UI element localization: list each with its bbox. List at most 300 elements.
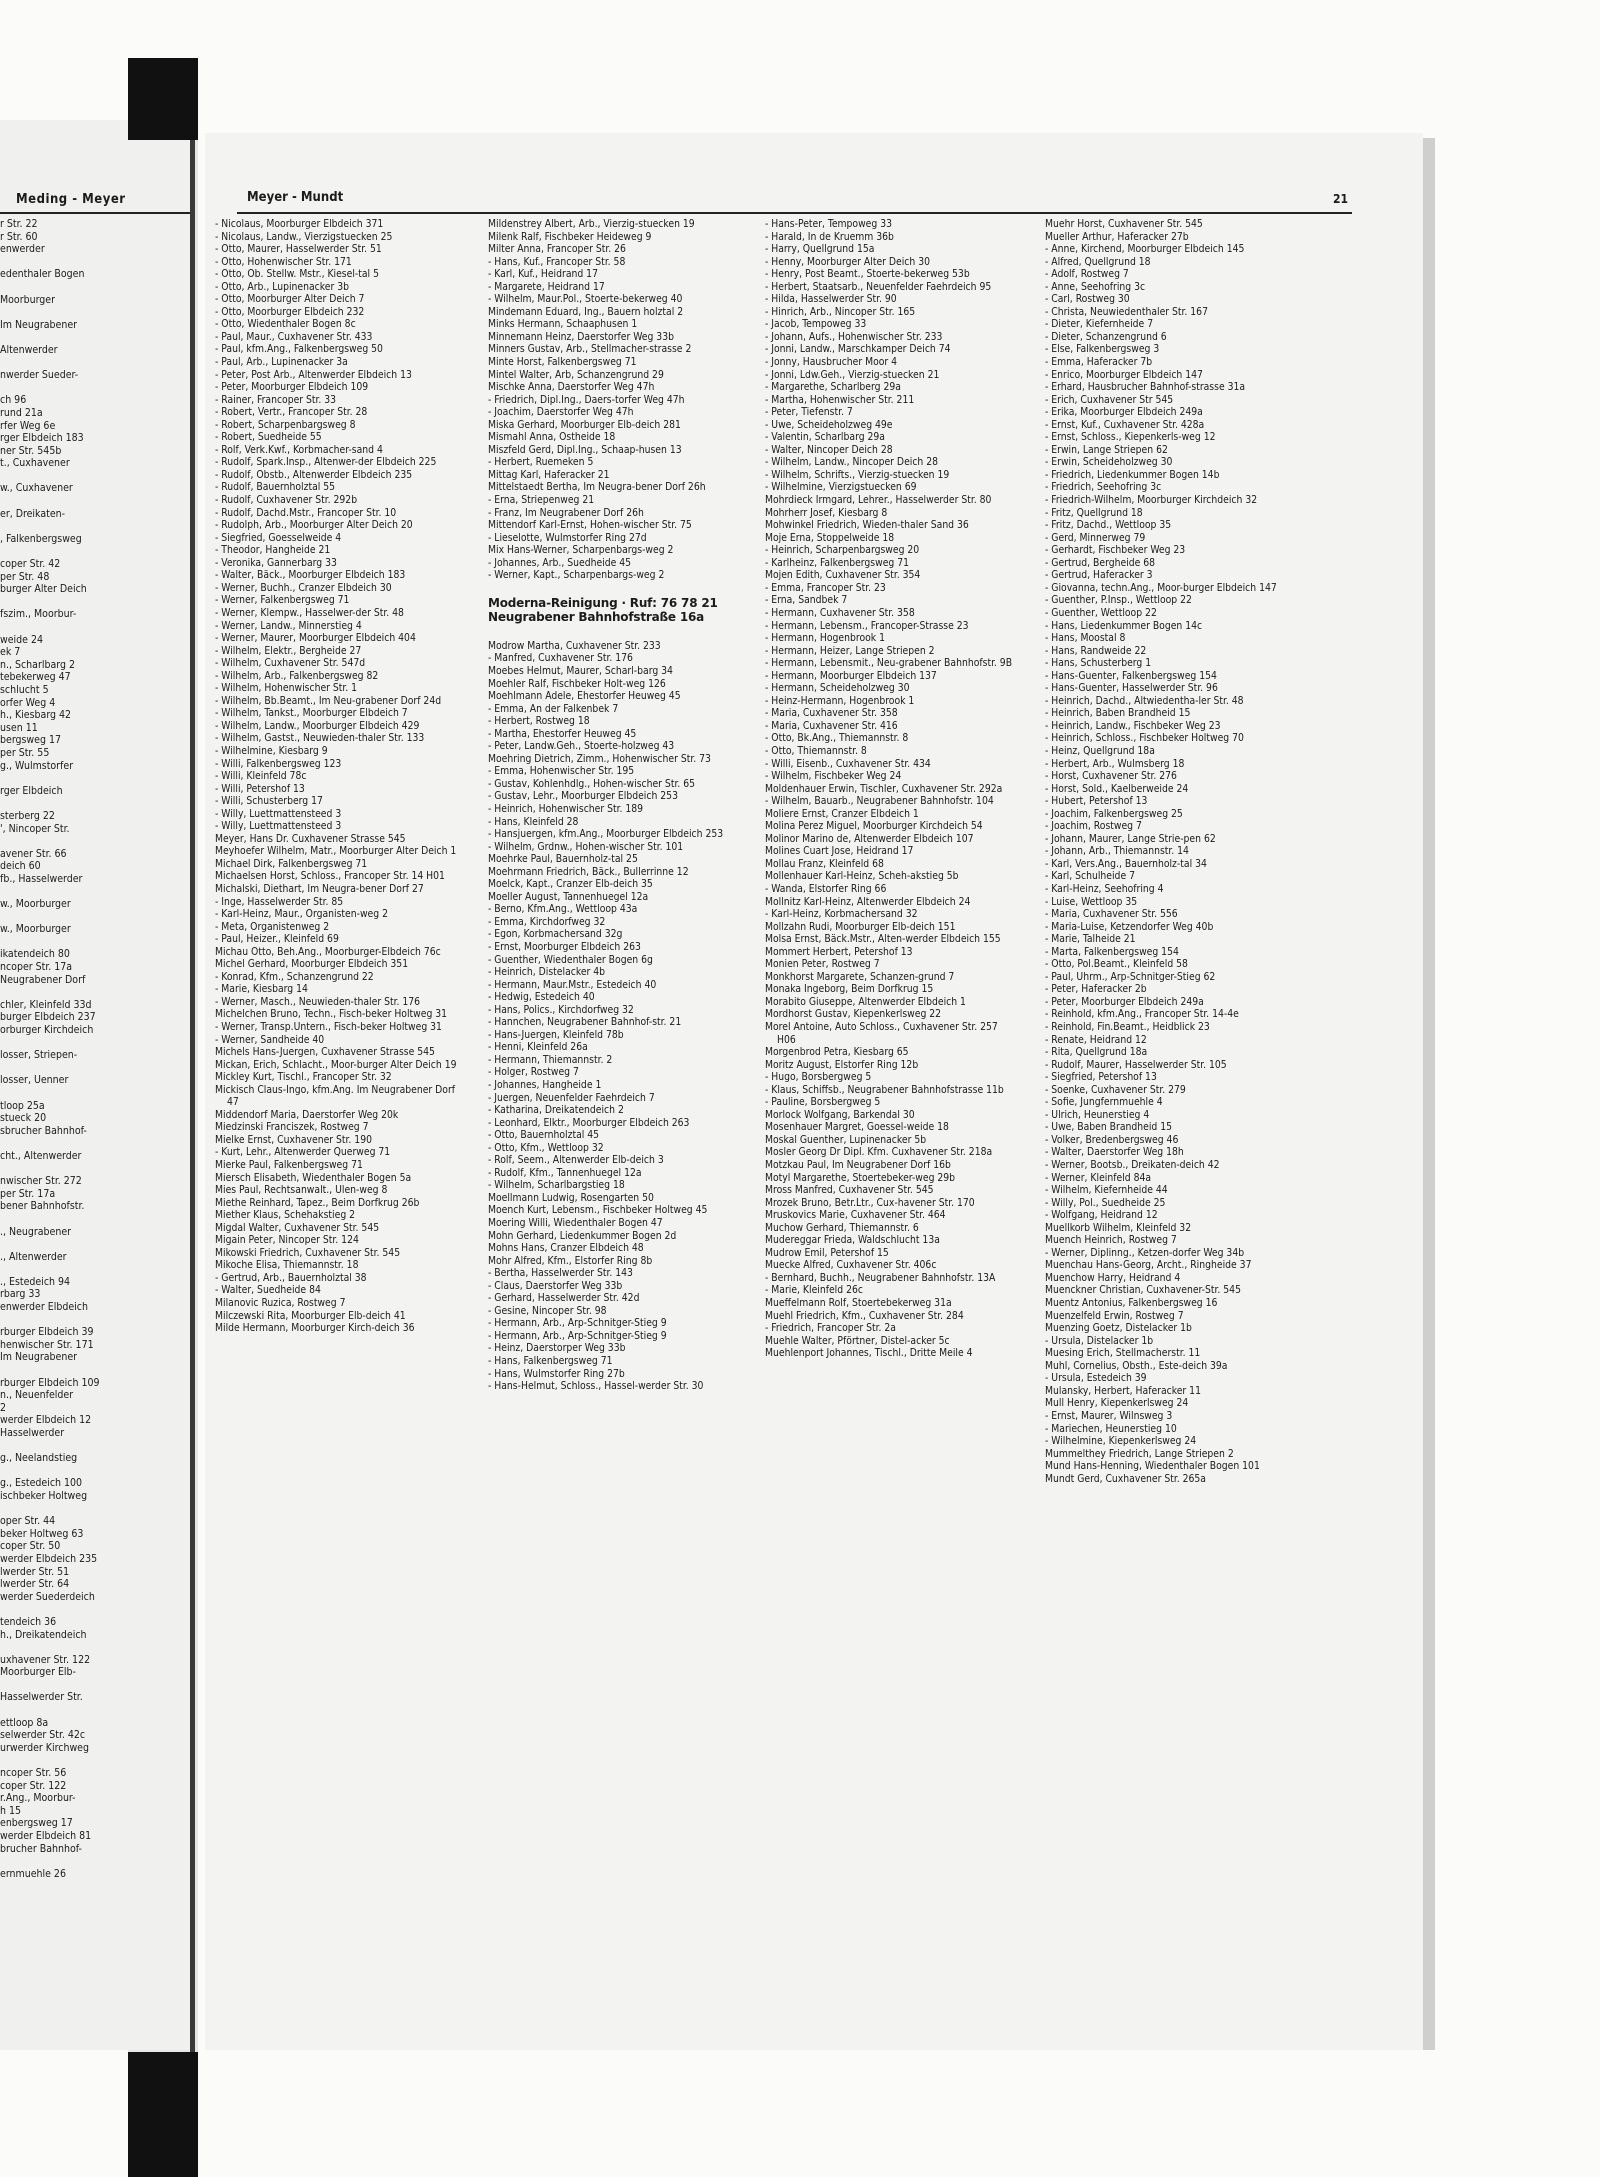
directory-entry: Middendorf Maria, Daerstorfer Weg 20k [215, 1108, 399, 1121]
directory-entry: - Werner, Masch., Neuwieden-thaler Str. 176 [215, 995, 421, 1008]
directory-entry: Moje Erna, Stoppelweide 18 [765, 531, 895, 544]
directory-entry: - Konrad, Kfm., Schanzengrund 22 [215, 970, 374, 983]
directory-entry: - Heinrich, Hohenwischer Str. 189 [488, 802, 644, 815]
directory-entry: - Hans, Kleinfeld 28 [488, 815, 579, 828]
directory-entry: Mikowski Friedrich, Cuxhavener Str. 545 [215, 1246, 401, 1259]
directory-column-2 [488, 218, 736, 1393]
directory-entry: Mund Hans-Henning, Wiedenthaler Bogen 101 [1045, 1460, 1260, 1473]
left-page-line: schlucht 5 [0, 683, 49, 696]
directory-entry: - Veronika, Gannerbarg 33 [215, 556, 337, 569]
directory-entry: Moering Willi, Wiedenthaler Bogen 47 [488, 1217, 663, 1230]
directory-entry: - Hans-Helmut, Schloss., Hassel-werder Str. 30 [488, 1380, 704, 1393]
directory-entry: Minnemann Heinz, Daerstorfer Weg 33b [488, 330, 674, 343]
left-page-line [0, 306, 186, 319]
directory-entry: Mismahl Anna, Ostheide 18 [488, 431, 616, 444]
directory-entry: - Rudolf, Spark.Insp., Altenwer-der Elbdeich 225 [215, 456, 437, 469]
directory-entry: Michau Otto, Beh.Ang., Moorburger-Elbdeich 76c [215, 945, 441, 958]
directory-entry: - Otto, Wiedenthaler Bogen 8c [215, 318, 356, 331]
directory-entry: Moehrke Paul, Bauernholz-tal 25 [488, 853, 638, 866]
left-page-line [0, 936, 186, 949]
left-page-line: r Str. 22 [0, 218, 38, 230]
directory-column-4 [1045, 218, 1309, 1485]
left-page-line: ettloop 8a [0, 1716, 49, 1729]
directory-entry: - Nicolaus, Landw., Vierzigstuecken 25 [215, 230, 393, 243]
directory-entry: Muesing Erich, Stellmacherstr. 11 [1045, 1347, 1201, 1360]
directory-entry: - Wilhelm, Cuxhavener Str. 547d [215, 657, 366, 670]
directory-entry: - Hermann, Hogenbrook 1 [765, 632, 885, 645]
directory-entry: - Willi, Schusterberg 17 [215, 795, 323, 808]
directory-entry: - Fritz, Quellgrund 18 [1045, 506, 1143, 519]
directory-entry: - Werner, Diplinng., Ketzen-dorfer Weg 34b [1045, 1246, 1245, 1259]
left-page-line: 2 [0, 1401, 7, 1414]
left-page-line: per Str. 48 [0, 570, 50, 583]
directory-entry: Muellkorb Wilhelm, Kleinfeld 32 [1045, 1221, 1192, 1234]
left-page-line: enwerder Elbdeich [0, 1301, 88, 1314]
directory-entry: - Otto, Moorburger Elbdeich 232 [215, 305, 365, 318]
directory-entry: - Robert, Suedheide 55 [215, 431, 322, 444]
directory-entry: Mohr Alfred, Kfm., Elstorfer Ring 8b [488, 1254, 653, 1267]
directory-entry: Milter Anna, Francoper Str. 26 [488, 243, 626, 256]
directory-entry: - Friedrich, Dipl.Ing., Daers-torfer Weg 47h [488, 393, 685, 406]
directory-entry: - Erhard, Hausbrucher Bahnhof-strasse 31a [1045, 381, 1246, 394]
left-page-line [0, 621, 186, 634]
directory-entry: - Willy, Luettmattensteed 3 [215, 807, 342, 820]
left-page-line [0, 1364, 186, 1377]
left-page-line: Moorburger Elb- [0, 1666, 76, 1679]
directory-entry: Monaka Ingeborg, Beim Dorfkrug 15 [765, 983, 934, 996]
directory-entry: Muehr Horst, Cuxhavener Str. 545 [1045, 218, 1203, 230]
directory-entry: - Egon, Korbmachersand 32g [488, 928, 623, 941]
directory-entry: - Otto, Moorburger Alter Deich 7 [215, 293, 365, 306]
left-page-line: rbarg 33 [0, 1288, 41, 1301]
directory-entry: - Emma, An der Falkenbek 7 [488, 702, 619, 715]
directory-entry: - Sofie, Jungfernmuehle 4 [1045, 1096, 1163, 1109]
directory-entry: - Hermann, Cuxhavener Str. 358 [765, 606, 915, 619]
directory-entry: - Gesine, Nincoper Str. 98 [488, 1304, 607, 1317]
directory-entry: - Hermann, Arb., Arp-Schnitger-Stieg 9 [488, 1317, 667, 1330]
directory-entry: Molinor Marino de, Altenwerder Elbdeich 107 [765, 832, 974, 845]
left-page-line: Altenwerder [0, 343, 58, 356]
directory-entry: Mickan, Erich, Schlacht., Moor-burger Alter Deich 19 [215, 1058, 457, 1071]
ad-headline: Moderna-Reinigung · Ruf: 76 78 21 [488, 595, 718, 610]
directory-entry: - Friedrich-Wilhelm, Moorburger Kirchdeich 32 [1045, 494, 1258, 507]
directory-column-3 [765, 218, 1013, 1360]
directory-entry: - Jonni, Ldw.Geh., Vierzig-stuecken 21 [765, 368, 940, 381]
directory-entry: - Willi, Kleinfeld 78c [215, 770, 307, 783]
directory-entry: - Heinrich, Schloss., Fischbeker Holtweg 70 [1045, 732, 1244, 745]
directory-entry: Milenk Ralf, Fischbeker Heideweg 9 [488, 230, 652, 243]
directory-entry: Moebes Helmut, Maurer, Scharl-barg 34 [488, 664, 673, 677]
directory-entry: - Wilhelm, Tankst., Moorburger Elbdeich 7 [215, 707, 408, 720]
directory-entry: - Johann, Arb., Thiemannstr. 14 [1045, 845, 1189, 858]
directory-entry: - Margarethe, Scharlberg 29a [765, 381, 901, 394]
directory-entry: - Anne, Seehofring 3c [1045, 280, 1146, 293]
directory-entry: - Fritz, Dachd., Wettloop 35 [1045, 519, 1172, 532]
directory-entry: - Marie, Talheide 21 [1045, 933, 1136, 946]
directory-entry: Mollnitz Karl-Heinz, Altenwerder Elbdeich 24 [765, 895, 971, 908]
directory-entry: Morabito Giuseppe, Altenwerder Elbdeich 1 [765, 995, 966, 1008]
left-page-line: uxhavener Str. 122 [0, 1653, 91, 1666]
left-page-line: rburger Elbdeich 109 [0, 1376, 100, 1389]
directory-entry: - Werner, Landw., Minnerstieg 4 [215, 619, 362, 632]
directory-entry: - Margarete, Heidrand 17 [488, 280, 605, 293]
directory-entry: - Johannes, Arb., Suedheide 45 [488, 556, 632, 569]
directory-entry: - Peter, Haferacker 2b [1045, 983, 1147, 996]
directory-entry: - Otto, Kfm., Wettloop 32 [488, 1141, 604, 1154]
directory-entry: - Ursula, Estedeich 39 [1045, 1372, 1147, 1385]
directory-entry: - Anne, Kirchend, Moorburger Elbdeich 145 [1045, 243, 1245, 256]
left-page-line: ch 96 [0, 394, 27, 407]
directory-entry: - Karl-Heinz, Maur., Organisten-weg 2 [215, 908, 388, 921]
directory-entry: - Karl, Schulheide 7 [1045, 870, 1135, 883]
directory-entry: Mischke Anna, Daerstorfer Weg 47h [488, 381, 655, 394]
directory-entry: Milanovic Ruzica, Rostweg 7 [215, 1297, 346, 1310]
directory-entry: - Hans, Wulmstorfer Ring 27b [488, 1367, 625, 1380]
directory-entry: - Otto, Hohenwischer Str. 171 [215, 255, 352, 268]
directory-entry: - Maria, Cuxhavener Str. 358 [765, 707, 898, 720]
left-page-line: ., Neugrabener [0, 1225, 72, 1238]
directory-entry: - Hans-Guenter, Hasselwerder Str. 96 [1045, 682, 1218, 695]
left-page-line: tebekerweg 47 [0, 671, 71, 684]
binding-gutter [190, 120, 195, 2060]
directory-entry: - Wilhelm, Kiefernheide 44 [1045, 1184, 1168, 1197]
directory-entry: - Peter, Tiefenstr. 7 [765, 406, 853, 419]
directory-entry: - Robert, Scharpenbargsweg 8 [215, 418, 356, 431]
left-page-line: rund 21a [0, 406, 43, 419]
directory-entry: - Herbert, Arb., Wulmsberg 18 [1045, 757, 1185, 770]
left-page-line: , Falkenbergsweg [0, 532, 82, 545]
left-page-line: lwerder Str. 51 [0, 1565, 70, 1578]
directory-entry: - Emma, Francoper Str. 23 [765, 581, 886, 594]
directory-entry: - Werner, Buchh., Cranzer Elbdeich 30 [215, 581, 392, 594]
left-page-line: urwerder Kirchweg [0, 1741, 89, 1754]
directory-entry: - Henni, Kleinfeld 26a [488, 1041, 588, 1054]
directory-entry: - Volker, Bredenbergsweg 46 [1045, 1133, 1179, 1146]
directory-entry: - Peter, Post Arb., Altenwerder Elbdeich 13 [215, 368, 412, 381]
directory-entry: - Guenther, Wiedenthaler Bogen 6g [488, 953, 653, 966]
left-page-line [0, 1754, 186, 1767]
directory-entry: Muehl Friedrich, Kfm., Cuxhavener Str. 284 [765, 1309, 964, 1322]
directory-entry: - Hans, Falkenbergsweg 71 [488, 1355, 613, 1368]
directory-entry: - Wilhelm, Gastst., Neuwieden-thaler Str. 133 [215, 732, 425, 745]
directory-entry: Mohrdieck Irmgard, Lehrer., Hasselwerder Str. 80 [765, 494, 992, 507]
directory-entry: - Ursula, Distelacker 1b [1045, 1334, 1154, 1347]
directory-entry: - Hans, Moostal 8 [1045, 632, 1126, 645]
directory-entry: - Werner, Falkenbergsweg 71 [215, 594, 350, 607]
left-page-line: brucher Bahnhof- [0, 1842, 82, 1855]
directory-entry: - Reinhold, kfm.Ang., Francoper Str. 14-4e [1045, 1008, 1239, 1021]
directory-entry: Mosenhauer Margret, Goessel-weide 18 [765, 1121, 949, 1134]
directory-entry: Mintel Walter, Arb, Schanzengrund 29 [488, 368, 664, 381]
directory-entry: - Herbert, Staatsarb., Neuenfelder Faehrdeich 95 [765, 280, 992, 293]
directory-entry: Mulansky, Herbert, Haferacker 11 [1045, 1384, 1201, 1397]
left-page-line: r.Ang., Moorbur- [0, 1792, 76, 1805]
page-number: 21 [1332, 192, 1348, 206]
left-page-line: chler, Kleinfeld 33d [0, 998, 92, 1011]
directory-entry: - Wilhelmine, Vierzigstuecken 69 [765, 481, 917, 494]
directory-entry: - Mariechen, Heunerstieg 10 [1045, 1422, 1177, 1435]
left-page-line: oper Str. 44 [0, 1515, 56, 1528]
directory-entry: Mudrow Emil, Petershof 15 [765, 1246, 889, 1259]
directory-entry: Mickley Kurt, Tischl., Francoper Str. 32 [215, 1071, 392, 1084]
directory-entry: - Manfred, Cuxhavener Str. 176 [488, 652, 633, 665]
directory-entry: - Hugo, Borsbergweg 5 [765, 1071, 872, 1084]
directory-entry: Mindemann Eduard, Ing., Bauern holztal 2 [488, 305, 684, 318]
directory-entry: - Adolf, Rostweg 7 [1045, 268, 1129, 281]
left-page-line: er, Dreikaten- [0, 507, 66, 520]
directory-entry: - Wilhelm, Maur.Pol., Stoerte-bekerweg 40 [488, 293, 683, 306]
directory-entry: Muentz Antonius, Falkenbergsweg 16 [1045, 1297, 1218, 1310]
left-page-line: rburger Elbdeich 39 [0, 1326, 94, 1339]
directory-entry: Moliere Ernst, Cranzer Elbdeich 1 [765, 807, 919, 820]
directory-entry: - Maria, Cuxhavener Str. 556 [1045, 908, 1178, 921]
directory-entry: - Hans, Polics., Kirchdorfweg 32 [488, 1003, 634, 1016]
left-header-title: Meding - Meyer [16, 192, 126, 207]
left-page-line: tloop 25a [0, 1099, 45, 1112]
directory-entry: - Gertrud, Haferacker 3 [1045, 569, 1153, 582]
left-page-line [0, 596, 186, 609]
directory-entry: - Werner, Maurer, Moorburger Elbdeich 404 [215, 632, 416, 645]
directory-entry: - Martha, Hohenwischer Str. 211 [765, 393, 915, 406]
directory-entry: - Bernhard, Buchh., Neugrabener Bahnhofstr. 13A [765, 1271, 996, 1284]
directory-entry: - Wolfgang, Heidrand 12 [1045, 1209, 1158, 1222]
left-page-line: burger Elbdeich 237 [0, 1011, 96, 1024]
directory-entry: - Heinrich, Distelacker 4b [488, 966, 606, 979]
directory-entry: Muecke Alfred, Cuxhavener Str. 406c [765, 1259, 937, 1272]
directory-entry: Moelck, Kapt., Cranzer Elb-deich 35 [488, 878, 653, 891]
left-page-line: werder Suederdeich [0, 1590, 95, 1603]
directory-entry: Mueller Arthur, Haferacker 27b [1045, 230, 1189, 243]
directory-entry: Milczewski Rita, Moorburger Elb-deich 41 [215, 1309, 406, 1322]
directory-entry: - Hinrich, Arb., Nincoper Str. 165 [765, 305, 916, 318]
directory-entry: - Rudolf, Obstb., Altenwerder Elbdeich 235 [215, 468, 413, 481]
directory-entry: - Friedrich, Seehofring 3c [1045, 481, 1162, 494]
directory-entry: - Walter, Bäck., Moorburger Elbdeich 183 [215, 569, 406, 582]
directory-entry: Moellmann Ludwig, Rosengarten 50 [488, 1191, 654, 1204]
left-page-line: ikatendeich 80 [0, 948, 70, 961]
directory-entry: - Klaus, Schiffsb., Neugrabener Bahnhofstrasse 11b [765, 1083, 1004, 1096]
left-page-line: fszim., Moorbur- [0, 608, 77, 621]
left-page-line: g., Estedeich 100 [0, 1477, 83, 1490]
directory-entry: - Rolf, Verk.Kwf., Korbmacher-sand 4 [215, 443, 383, 456]
directory-entry: - Hermann, Arb., Arp-Schnitger-Stieg 9 [488, 1329, 667, 1342]
directory-entry: - Henny, Moorburger Alter Deich 30 [765, 255, 930, 268]
left-page-line [0, 1641, 186, 1654]
directory-entry: - Johann, Aufs., Hohenwischer Str. 233 [765, 330, 943, 343]
directory-entry: - Herbert, Ruemeken 5 [488, 456, 594, 469]
left-page-line: t., Cuxhavener [0, 457, 70, 470]
directory-entry: - Peter, Landw.Geh., Stoerte-holzweg 43 [488, 740, 675, 753]
directory-entry: - Katharina, Dreikatendeich 2 [488, 1104, 624, 1117]
directory-entry: - Marta, Falkenbergsweg 154 [1045, 945, 1179, 958]
directory-entry: Miedzinski Franciszek, Rostweg 7 [215, 1121, 369, 1134]
directory-entry: - Marie, Kleinfeld 26c [765, 1284, 863, 1297]
left-page-line: enwerder [0, 243, 45, 256]
directory-entry: - Luise, Wettloop 35 [1045, 895, 1138, 908]
left-page-line [0, 331, 186, 344]
directory-entry: - Ernst, Maurer, Wilnsweg 3 [1045, 1409, 1173, 1422]
directory-entry: - Wilhelm, Landw., Moorburger Elbdeich 429 [215, 719, 420, 732]
left-page-line [0, 1062, 186, 1075]
directory-entry: Michelchen Bruno, Techn., Fisch-beker Holtweg 31 [215, 1008, 448, 1021]
directory-entry: Michels Hans-Juergen, Cuxhavener Strasse 545 [215, 1046, 435, 1059]
directory-entry: Mojen Edith, Cuxhavener Str. 354 [765, 569, 921, 582]
left-page-line [0, 256, 186, 269]
directory-entry: - Harald, In de Kruemm 36b [765, 230, 894, 243]
directory-entry: - Otto, Maurer, Hasselwerder Str. 51 [215, 243, 382, 256]
directory-entry: - Meta, Organistenweg 2 [215, 920, 330, 933]
directory-entry: - Werner, Bootsb., Dreikaten-deich 42 [1045, 1159, 1220, 1172]
directory-entry: - Wilhelmine, Kiesbarg 9 [215, 744, 328, 757]
directory-entry: - Hans, Randweide 22 [1045, 644, 1147, 657]
directory-entry: - Henry, Post Beamt., Stoerte-bekerweg 53b [765, 268, 970, 281]
left-page-line: nwischer Str. 272 [0, 1175, 82, 1188]
directory-entry: Mickisch Claus-Ingo, kfm.Ang. Im Neugrabener Dorf 47 [215, 1083, 456, 1109]
left-page-text [0, 218, 186, 1880]
directory-entry: - Heinz-Hermann, Hogenbrook 1 [765, 694, 915, 707]
directory-entry: - Dieter, Kiefernheide 7 [1045, 318, 1154, 331]
directory-entry: Mull Henry, Kiepenkerlsweg 24 [1045, 1397, 1189, 1410]
left-page-line [0, 1213, 186, 1226]
left-page-line [0, 281, 186, 294]
directory-entry: - Holger, Rostweg 7 [488, 1066, 579, 1079]
left-page-line [0, 1440, 186, 1453]
directory-entry: Mohn Gerhard, Liedenkummer Bogen 2d [488, 1229, 677, 1242]
directory-entry: Michalski, Diethart, Im Neugra-bener Dorf 27 [215, 882, 424, 895]
left-page-line [0, 1263, 186, 1276]
directory-entry: Muhl, Cornelius, Obsth., Este-deich 39a [1045, 1359, 1228, 1372]
directory-entry: Moehrmann Friedrich, Bäck., Bullerrinne 12 [488, 865, 689, 878]
directory-entry: - Willy, Pol., Suedheide 25 [1045, 1196, 1166, 1209]
directory-entry: - Friedrich, Liedenkummer Bogen 14b [1045, 468, 1220, 481]
left-page-line: ncoper Str. 17a [0, 961, 73, 974]
directory-entry: - Ernst, Schloss., Kiepenkerls-weg 12 [1045, 431, 1216, 444]
directory-entry: - Werner, Sandheide 40 [215, 1033, 325, 1046]
left-page-line: deich 60 [0, 860, 41, 873]
directory-entry: Michaelsen Horst, Schloss., Francoper Str. 14 H01 [215, 870, 445, 883]
left-page-line: cht., Altenwerder [0, 1149, 82, 1162]
directory-entry: Mundt Gerd, Cuxhavener Str. 265a [1045, 1472, 1206, 1485]
directory-entry: - Gertrud, Arb., Bauernholztal 38 [215, 1271, 367, 1284]
directory-entry: Mildenstrey Albert, Arb., Vierzig-stuecken 19 [488, 218, 695, 230]
left-page-line: orfer Weg 4 [0, 696, 56, 709]
directory-entry: Mies Paul, Rechtsanwalt., Ulen-weg 8 [215, 1184, 388, 1197]
left-page-line [0, 1163, 186, 1176]
directory-entry: Mohwinkel Friedrich, Wieden-thaler Sand 36 [765, 519, 969, 532]
left-page-header [0, 190, 190, 214]
directory-entry: - Werner, Kapt., Scharpenbargs-weg 2 [488, 569, 665, 582]
directory-entry: - Heinrich, Scharpenbargsweg 20 [765, 544, 920, 557]
page-title: Meyer - Mundt [247, 190, 344, 205]
directory-entry: Morgenbrod Petra, Kiesbarg 65 [765, 1046, 909, 1059]
binder-clip-top [128, 58, 198, 140]
left-page-line [0, 1314, 186, 1327]
directory-entry: Mierke Paul, Falkenbergsweg 71 [215, 1159, 363, 1172]
directory-page [205, 133, 1423, 2050]
directory-entry: Miersch Elisabeth, Wiedenthaler Bogen 5a [215, 1171, 412, 1184]
directory-entry: Meyhoefer Wilhelm, Matr., Moorburger Alter Deich 1 [215, 845, 457, 858]
directory-entry: Mielke Ernst, Cuxhavener Str. 190 [215, 1133, 372, 1146]
left-page-line: lwerder Str. 64 [0, 1578, 70, 1591]
directory-entry: - Hermann, Moorburger Elbdeich 137 [765, 669, 937, 682]
directory-entry: Muehlenport Johannes, Tischl., Dritte Meile 4 [765, 1347, 973, 1360]
left-page-line [0, 1465, 186, 1478]
directory-entry: - Otto, Arb., Lupinenacker 3b [215, 280, 349, 293]
directory-entry: - Karl, Kuf., Heidrand 17 [488, 268, 598, 281]
directory-entry: Meyer, Hans Dr. Cuxhavener Strasse 545 [215, 832, 406, 845]
directory-entry: Mollzahn Rudi, Moorburger Elb-deich 151 [765, 920, 956, 933]
directory-entry: - Pauline, Borsbergweg 5 [765, 1096, 881, 1109]
directory-entry: - Gustav, Kohlenhdlg., Hohen-wischer Str. 65 [488, 777, 695, 790]
directory-entry: - Erika, Moorburger Elbdeich 249a [1045, 406, 1203, 419]
directory-entry: Mruskovics Marie, Cuxhavener Str. 464 [765, 1209, 946, 1222]
directory-entry: - Joachim, Falkenbergsweg 25 [1045, 807, 1183, 820]
left-page-line: enbergsweg 17 [0, 1817, 73, 1830]
left-page-line [0, 382, 186, 395]
left-page-line: losser, Striepen- [0, 1049, 78, 1062]
directory-entry: - Paul, kfm.Ang., Falkenbergsweg 50 [215, 343, 383, 356]
directory-entry: - Emma, Hohenwischer Str. 195 [488, 765, 635, 778]
directory-entry: Mudereggar Frieda, Waldschlucht 13a [765, 1234, 940, 1247]
left-page-line: ek 7 [0, 646, 21, 659]
left-page-line: ernmuehle 26 [0, 1867, 66, 1880]
directory-entry: - Gerd, Minnerweg 79 [1045, 531, 1146, 544]
directory-entry: - Joachim, Rostweg 7 [1045, 820, 1142, 833]
left-page-line: avener Str. 66 [0, 847, 67, 860]
directory-entry: - Karl, Vers.Ang., Bauernholz-tal 34 [1045, 857, 1207, 870]
directory-entry: - Hermann, Lebensm., Francoper-Strasse 23 [765, 619, 969, 632]
directory-entry: - Claus, Daerstorfer Weg 33b [488, 1279, 623, 1292]
directory-entry: Moehring Dietrich, Zimm., Hohenwischer Str. 73 [488, 752, 711, 765]
left-page-line: losser, Uenner [0, 1074, 69, 1087]
directory-entry: - Otto, Ob. Stellw. Mstr., Kiesel-tal 5 [215, 268, 379, 281]
directory-entry: - Werner, Transp.Untern., Fisch-beker Holtweg 31 [215, 1021, 442, 1033]
directory-entry: - Willi, Petershof 13 [215, 782, 305, 795]
directory-entry: - Otto, Bk.Ang., Thiemannstr. 8 [765, 732, 909, 745]
directory-entry: - Wilhelm, Hohenwischer Str. 1 [215, 682, 358, 695]
directory-entry: - Renate, Heidrand 12 [1045, 1033, 1147, 1046]
directory-entry: - Otto, Thiemannstr. 8 [765, 744, 867, 757]
left-page-line [0, 1087, 186, 1100]
directory-entry: - Hans, Schusterberg 1 [1045, 657, 1152, 670]
directory-entry: - Hermann, Heizer, Lange Striepen 2 [765, 644, 935, 657]
directory-entry: - Hans, Liedenkummer Bogen 14c [1045, 619, 1203, 632]
directory-entry: - Ernst, Kuf., Cuxhavener Str. 428a [1045, 418, 1205, 431]
left-page-line: Hasselwerder [0, 1427, 65, 1439]
directory-entry: - Walter, Nincoper Deich 28 [765, 443, 893, 456]
left-page-line [0, 911, 186, 924]
directory-entry: - Hans, Kuf., Francoper Str. 58 [488, 255, 626, 268]
directory-entry: - Horst, Cuxhavener Str. 276 [1045, 770, 1177, 783]
directory-entry: - Hannchen, Neugrabener Bahnhof-str. 21 [488, 1016, 682, 1029]
left-page-line: coper Str. 122 [0, 1779, 67, 1792]
directory-entry: Mordhorst Gustav, Kiepenkerlsweg 22 [765, 1008, 942, 1021]
left-page-line: burger Alter Deich [0, 583, 87, 596]
directory-entry: Minners Gustav, Arb., Stellmacher-strasse 2 [488, 343, 692, 356]
directory-entry: - Hermann, Lebensmit., Neu-grabener Bahnhofstr. 9B [765, 657, 1013, 670]
left-page-line: w., Moorburger [0, 923, 71, 936]
left-page-line: ., Estedeich 94 [0, 1275, 71, 1288]
directory-entry: - Rolf, Seem., Altenwerder Elb-deich 3 [488, 1154, 664, 1167]
directory-entry: - Hilda, Hasselwerder Str. 90 [765, 293, 897, 306]
left-page-line: selwerder Str. 42c [0, 1729, 86, 1742]
directory-entry: Mollau Franz, Kleinfeld 68 [765, 857, 884, 870]
left-page-line: n., Neuenfelder [0, 1389, 74, 1402]
directory-entry: - Soenke, Cuxhavener Str. 279 [1045, 1083, 1186, 1096]
left-page-line: per Str. 17a [0, 1187, 56, 1200]
directory-entry: - Joachim, Daerstorfer Weg 47h [488, 406, 634, 419]
directory-entry: Muenchow Harry, Heidrand 4 [1045, 1271, 1181, 1284]
